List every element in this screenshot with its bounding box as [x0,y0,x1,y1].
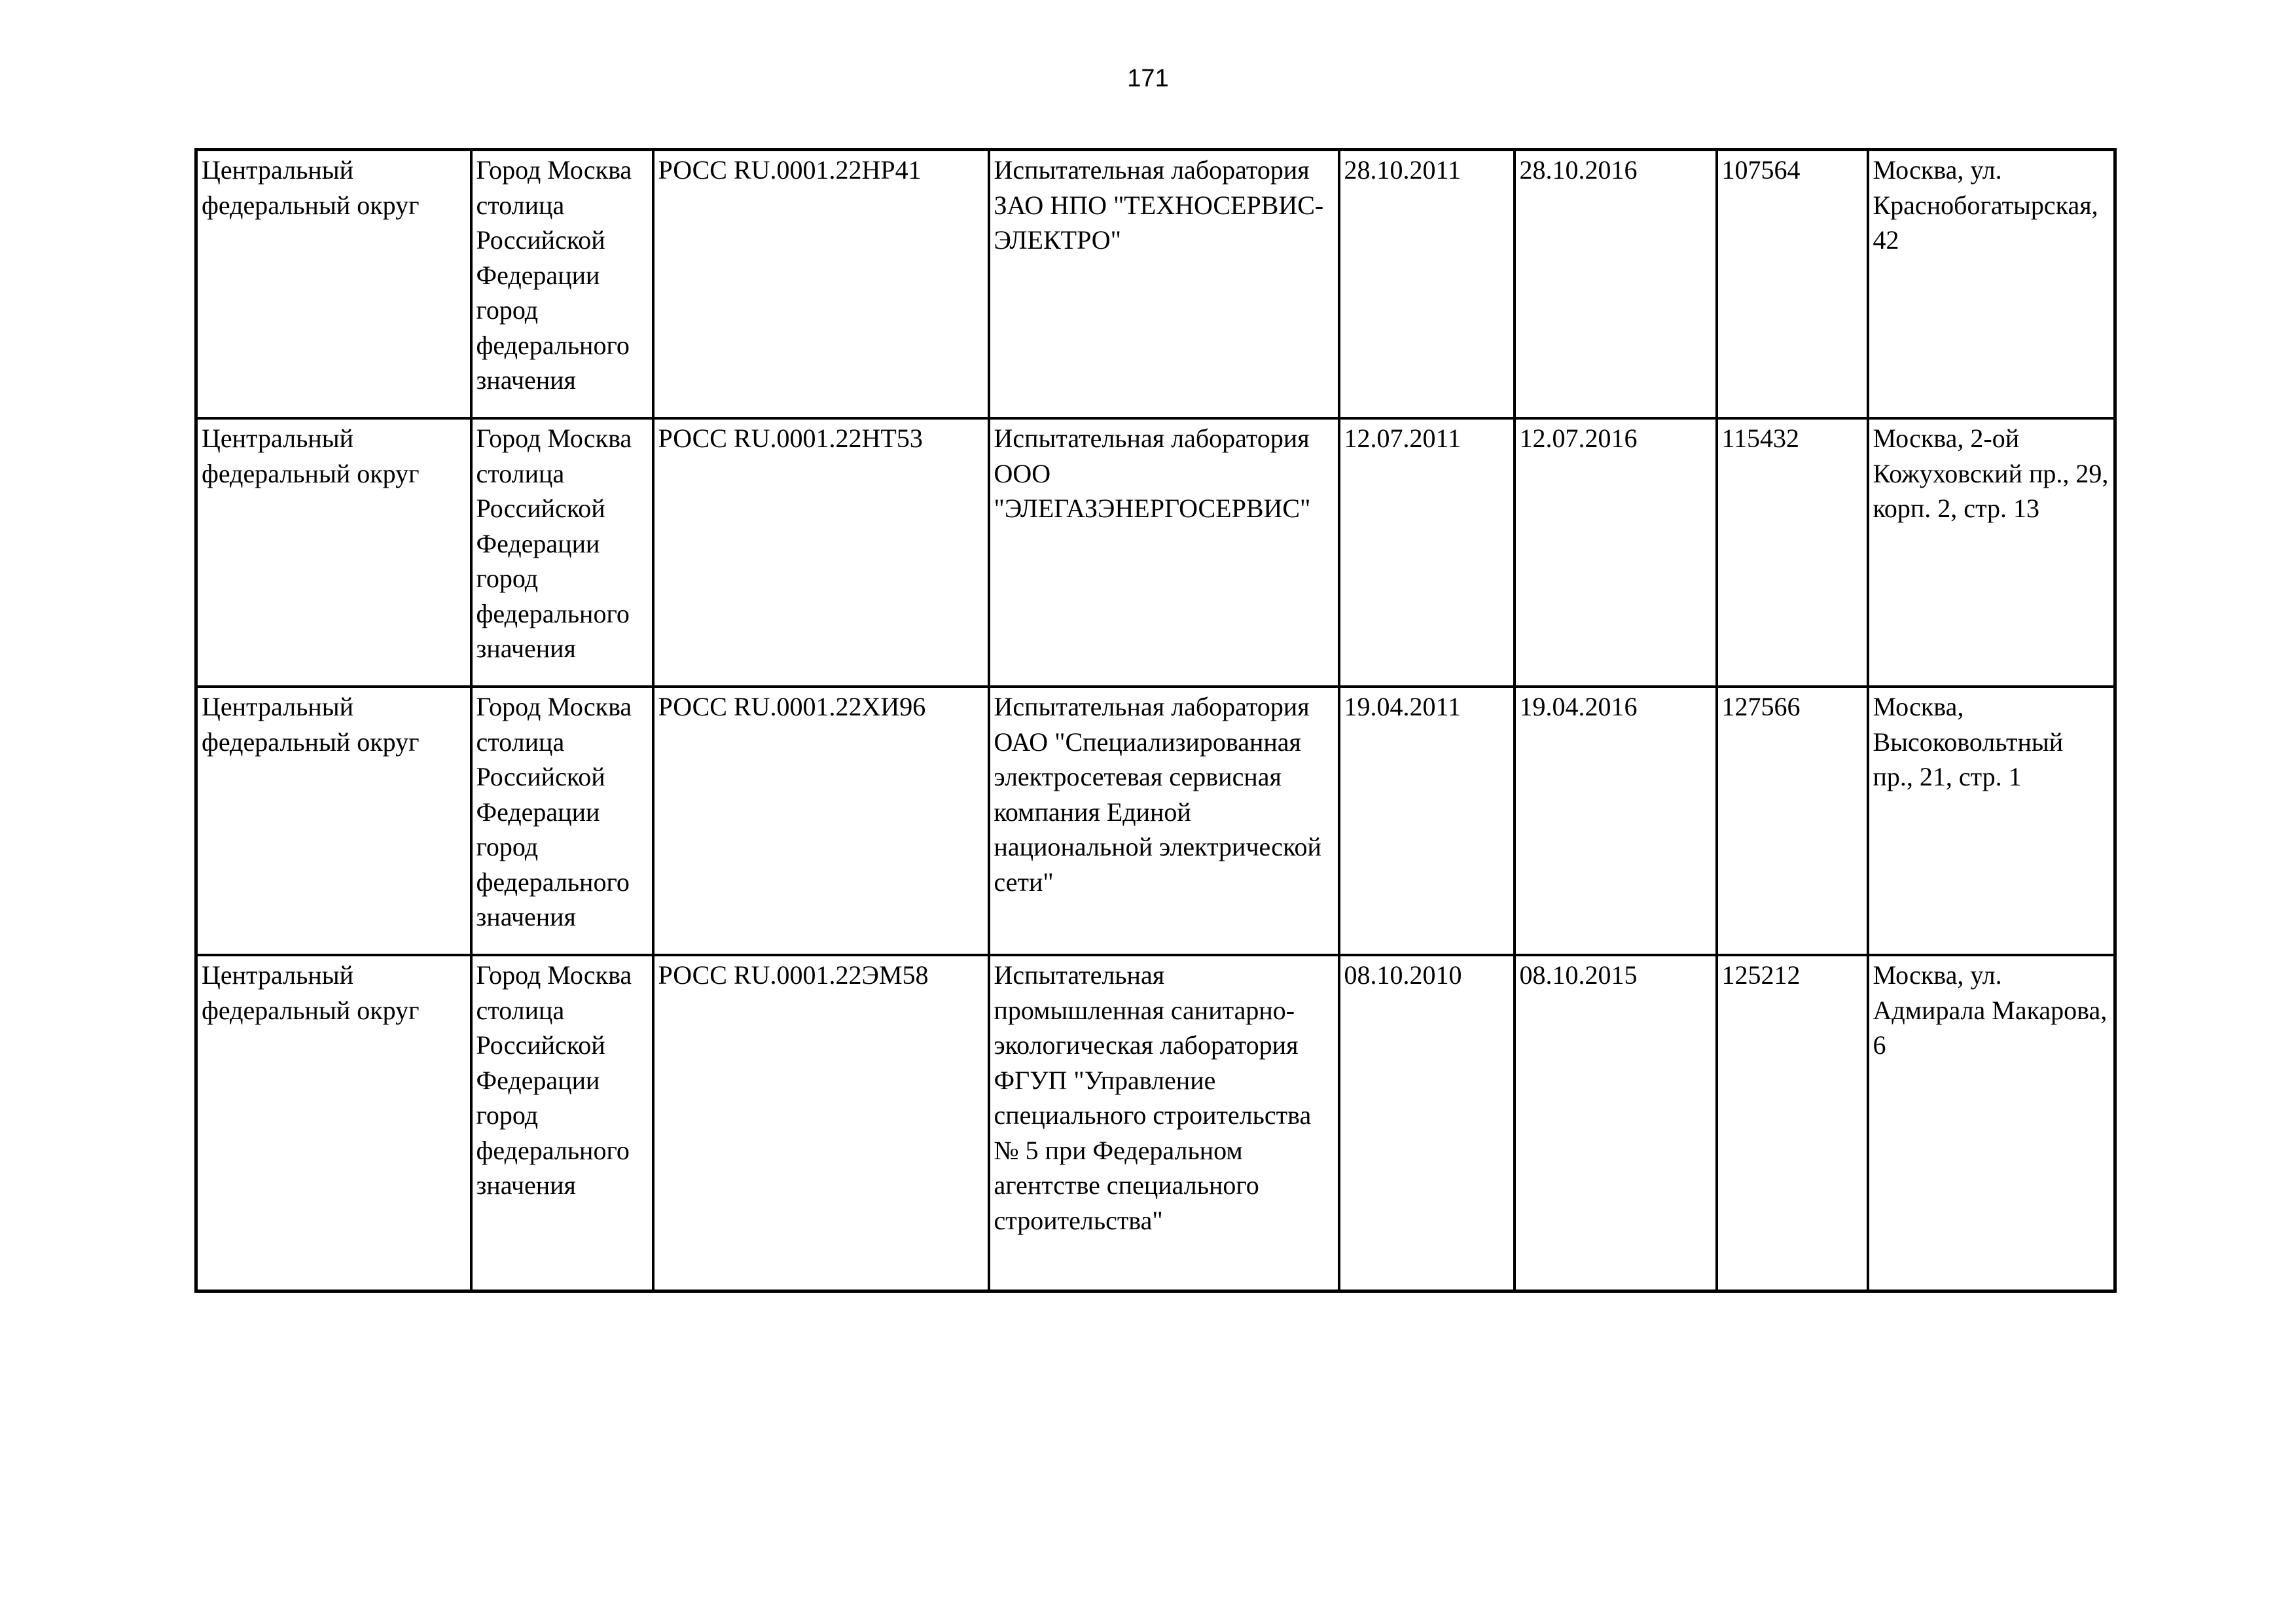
address-cell: Москва, Высоковольтный пр., 21, стр. 1 [1868,687,2115,955]
address-cell: Москва, ул. Адмирала Макарова, 6 [1868,955,2115,1291]
table-row [196,687,2115,955]
page-number: 171 [1127,65,1169,92]
laboratory-name-cell: Испытательная промышленная санитарно-экологическая лаборатория ФГУП "Управление специального строительства № 5 при Федеральном агентстве специального строительства" [989,955,1339,1291]
laboratory-name-cell: Испытательная лаборатория ОАО "Специализированная электросетевая сервисная компания Единой национальной электрической сети" [989,687,1339,955]
laboratory-name-cell: Испытательная лаборатория ЗАО НПО "ТЕХНОСЕРВИС-ЭЛЕКТРО" [989,150,1339,419]
postcode-cell: 125212 [1717,955,1868,1291]
date-to-cell: 19.04.2016 [1515,687,1717,955]
date-to-cell: 12.07.2016 [1515,418,1717,687]
registration-number-cell: РОСС RU.0001.22НР41 [653,150,989,419]
table-row [196,955,2115,1291]
laboratory-name-cell: Испытательная лаборатория ООО "ЭЛЕГАЗЭНЕРГОСЕРВИС" [989,418,1339,687]
address-cell: Москва, 2-ой Кожуховский пр., 29, корп. 2, стр. 13 [1868,418,2115,687]
postcode-cell: 127566 [1717,687,1868,955]
subject-cell: Город Москва столица Российской Федерации город федерального значения [471,150,653,419]
table-row [196,418,2115,687]
postcode-cell: 115432 [1717,418,1868,687]
district-cell: Центральный федеральный округ [196,150,471,419]
date-from-cell: 28.10.2011 [1339,150,1515,419]
date-from-cell: 19.04.2011 [1339,687,1515,955]
district-cell: Центральный федеральный округ [196,418,471,687]
laboratory-registry-table [194,148,2117,1293]
subject-cell: Город Москва столица Российской Федерации город федерального значения [471,955,653,1291]
date-from-cell: 12.07.2011 [1339,418,1515,687]
date-from-cell: 08.10.2010 [1339,955,1515,1291]
district-cell: Центральный федеральный округ [196,687,471,955]
subject-cell: Город Москва столица Российской Федерации город федерального значения [471,687,653,955]
registration-number-cell: РОСС RU.0001.22ХИ96 [653,687,989,955]
subject-cell: Город Москва столица Российской Федерации город федерального значения [471,418,653,687]
table-row [196,150,2115,419]
registration-number-cell: РОСС RU.0001.22НТ53 [653,418,989,687]
district-cell: Центральный федеральный округ [196,955,471,1291]
date-to-cell: 28.10.2016 [1515,150,1717,419]
date-to-cell: 08.10.2015 [1515,955,1717,1291]
address-cell: Москва, ул. Краснобогатырская, 42 [1868,150,2115,419]
registration-number-cell: РОСС RU.0001.22ЭМ58 [653,955,989,1291]
postcode-cell: 107564 [1717,150,1868,419]
